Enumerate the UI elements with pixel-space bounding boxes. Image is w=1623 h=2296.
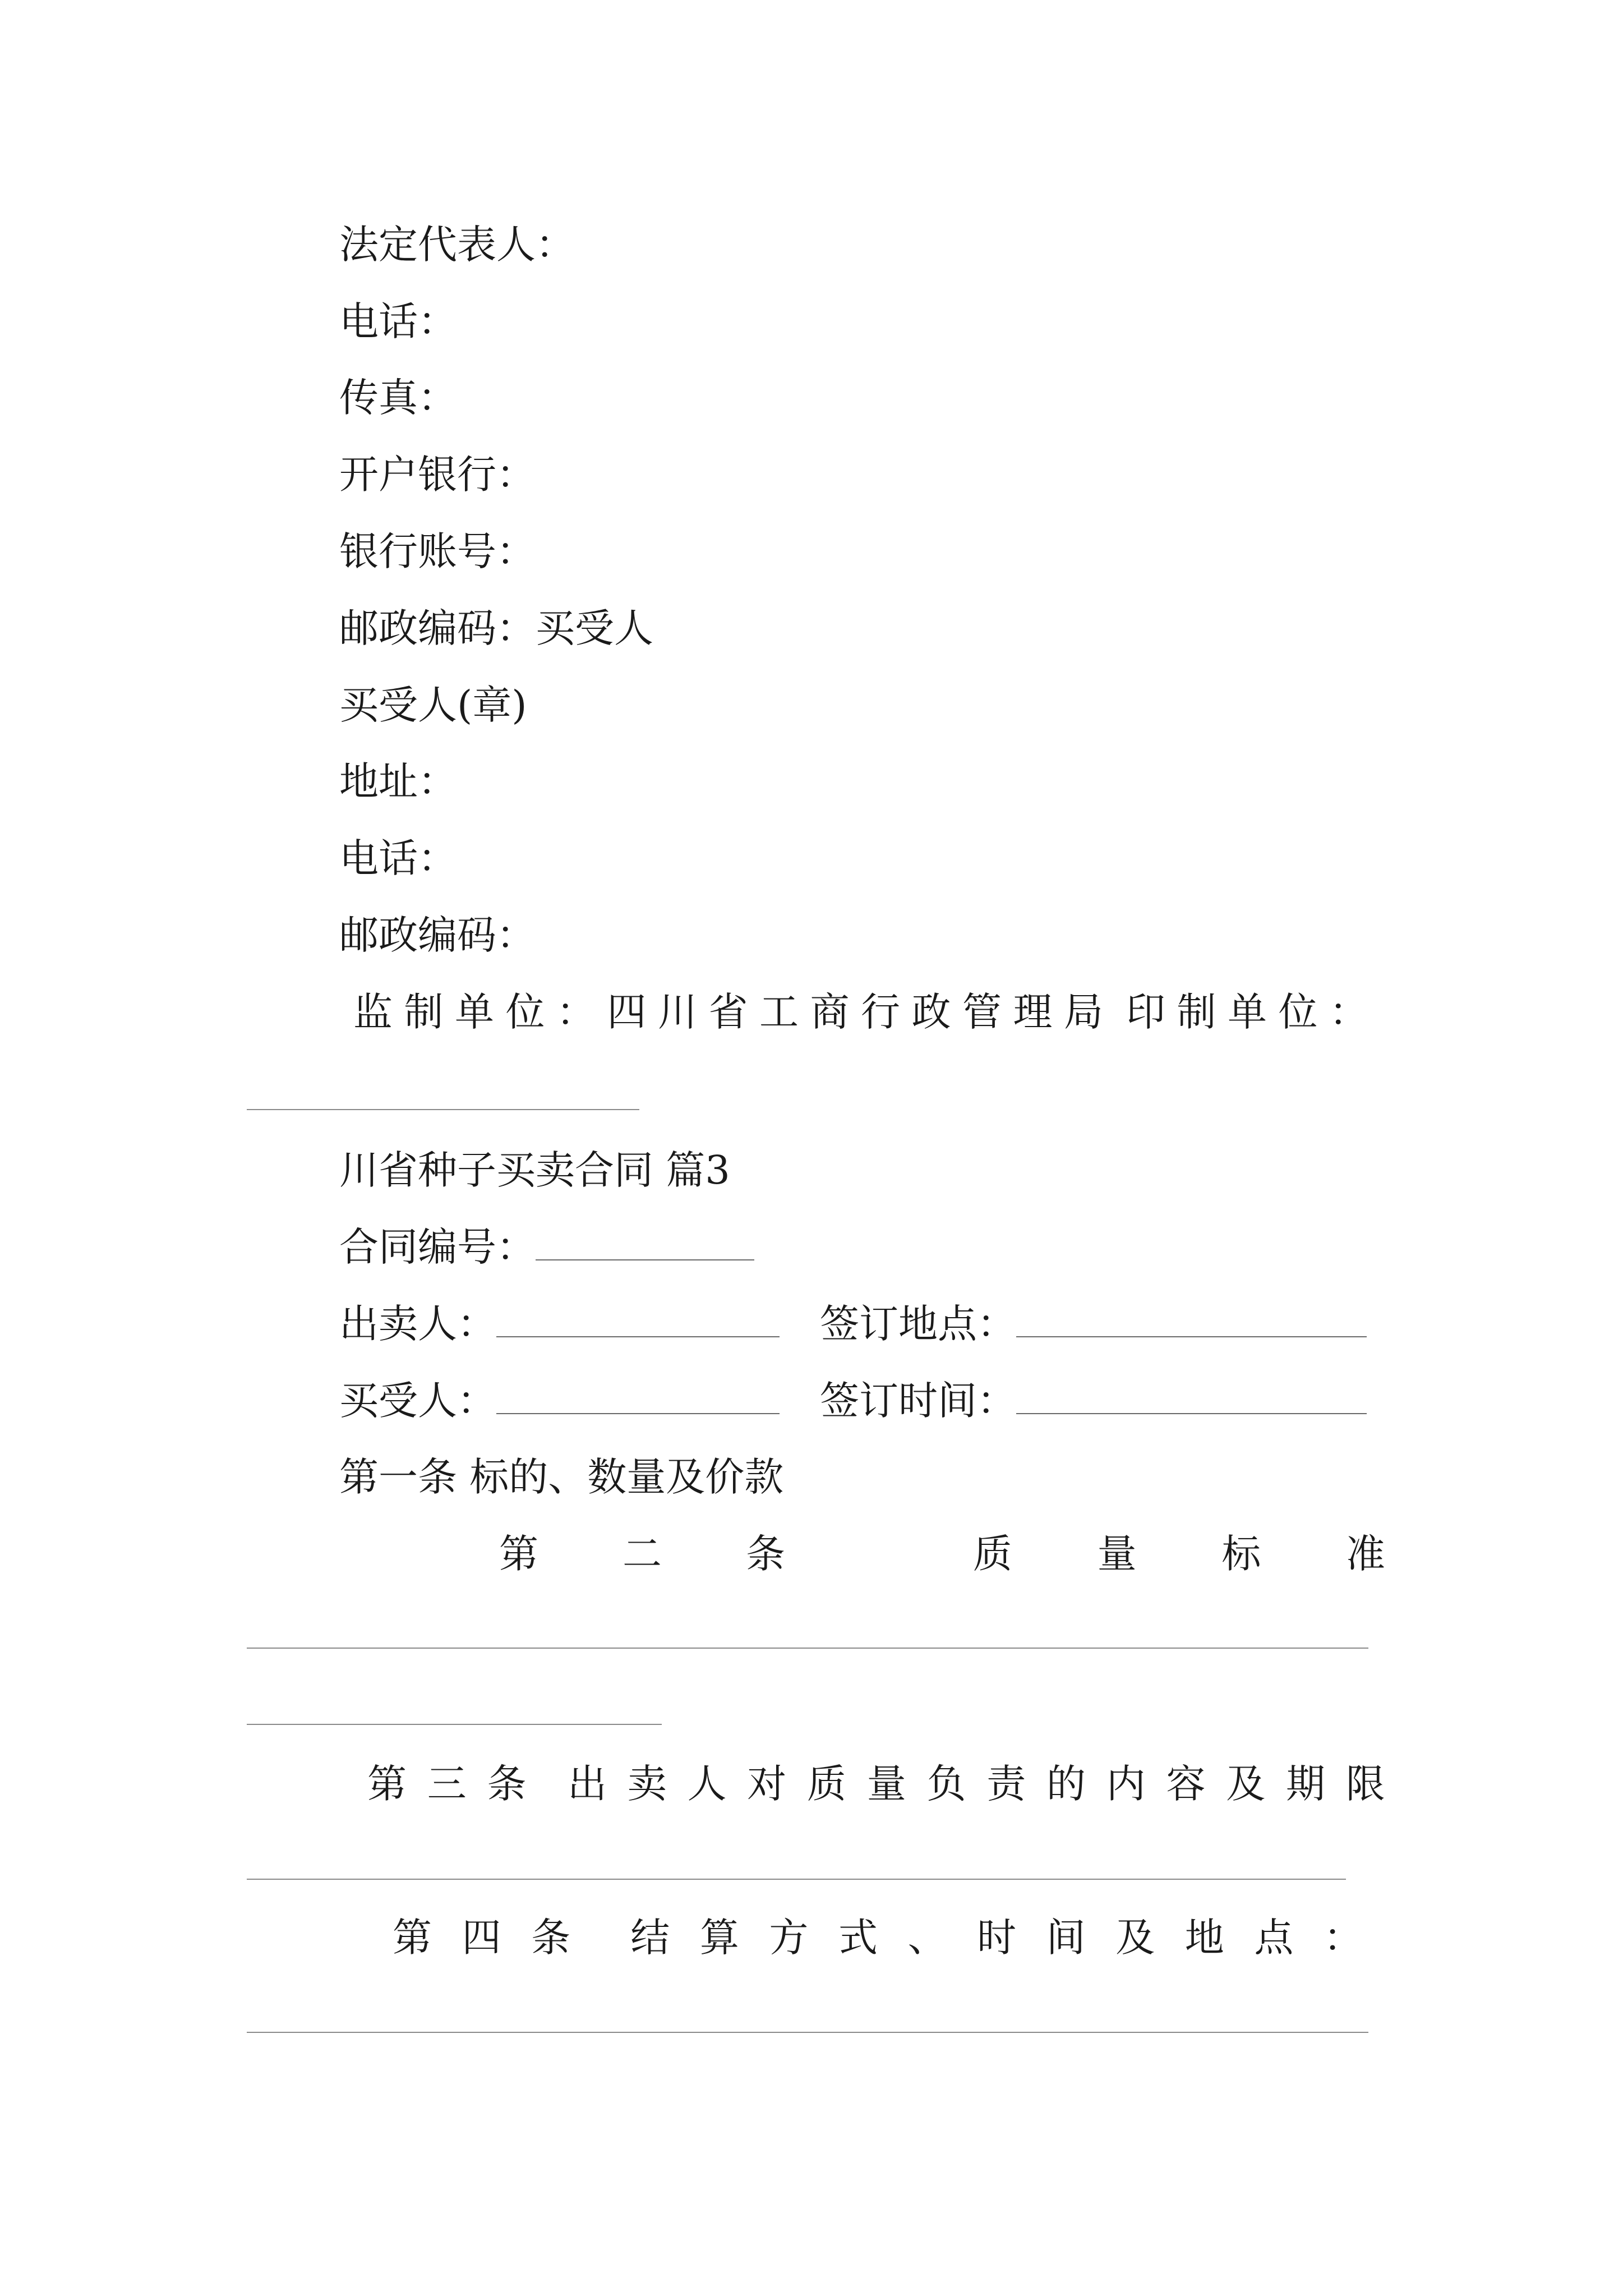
fill-line — [247, 1648, 1368, 1649]
article-3 — [367, 1758, 1385, 1810]
supervision-char: 川 — [658, 989, 697, 1035]
buyer-phone-field: 电话： — [339, 835, 457, 881]
sign-time-label: 签订时间： — [820, 1378, 1016, 1424]
article-char: 期 — [1286, 1761, 1325, 1807]
fill-line — [247, 2032, 1368, 2033]
supervision-char: 印 — [1126, 989, 1165, 1035]
article-char: 出 — [568, 1761, 607, 1807]
article-char: 条 — [531, 1915, 571, 1961]
supervision-char: 工 — [759, 989, 799, 1035]
fill-line — [247, 1724, 662, 1725]
contract-number-row — [339, 1221, 754, 1273]
seller-row — [339, 1298, 780, 1350]
supervision-char: 理 — [1013, 989, 1053, 1035]
article-char: 卖 — [627, 1761, 667, 1807]
fill-line — [247, 1879, 1346, 1880]
supervision-char: 制 — [404, 989, 444, 1035]
bank-field: 开户银行： — [339, 452, 536, 498]
buyer-row — [339, 1375, 780, 1427]
article-char: 条 — [487, 1761, 527, 1807]
supervision-char: 单 — [1228, 989, 1267, 1035]
buyer-postcode-field: 邮政编码： — [339, 912, 536, 958]
article-char: 质 — [973, 1531, 1012, 1577]
supervision-char: 位 — [1278, 989, 1318, 1035]
supervision-line — [353, 986, 1368, 1038]
article-char: 点 — [1254, 1915, 1294, 1961]
article-char: 条 — [746, 1531, 785, 1577]
article-char: 量 — [1097, 1531, 1137, 1577]
supervision-char: 管 — [962, 989, 1002, 1035]
article-char: 式 — [838, 1915, 878, 1961]
article-char: 四 — [462, 1915, 501, 1961]
supervision-char: 位 — [505, 989, 545, 1035]
contract-number-label: 合同编号： — [339, 1224, 536, 1270]
article-char: 第 — [499, 1531, 538, 1577]
article-char: 内 — [1106, 1761, 1146, 1807]
article-char: 地 — [1184, 1915, 1224, 1961]
phone-field: 电话： — [339, 298, 457, 344]
article-1: 第一条 标的、数量及价款 — [339, 1454, 784, 1500]
account-field: 银行账号： — [339, 528, 536, 574]
article-char: 方 — [769, 1915, 809, 1961]
article-char: 间 — [1046, 1915, 1086, 1961]
article-char: 标 — [1221, 1531, 1261, 1577]
article-char: 的 — [1046, 1761, 1086, 1807]
seller-label: 出卖人： — [339, 1301, 496, 1347]
article-char: ： — [1323, 1915, 1363, 1961]
article-char: 时 — [977, 1915, 1017, 1961]
fax-field: 传真： — [339, 375, 457, 421]
article-4 — [393, 1912, 1363, 1963]
address-field: 地址： — [339, 758, 457, 804]
article-char: 人 — [687, 1761, 727, 1807]
article-char: 准 — [1345, 1531, 1385, 1577]
seller-blank — [496, 1301, 780, 1337]
article-char: 结 — [630, 1915, 670, 1961]
supervision-char: 省 — [708, 989, 748, 1035]
article-char: 第 — [393, 1915, 432, 1961]
article-char: 对 — [747, 1761, 787, 1807]
sign-place-label: 签订地点： — [820, 1301, 1016, 1347]
article-char: 容 — [1166, 1761, 1206, 1807]
article-2-number — [499, 1528, 785, 1580]
supervision-char: 局 — [1064, 989, 1103, 1035]
supervision-char: 监 — [353, 989, 393, 1035]
article-char: 二 — [623, 1531, 662, 1577]
supervision-char: 商 — [810, 989, 850, 1035]
fill-line — [247, 1109, 639, 1110]
buyer-blank — [496, 1378, 780, 1414]
postcode-buyer-field: 邮政编码：买受人 — [339, 605, 653, 651]
article-char: 责 — [986, 1761, 1026, 1807]
buyer-seal-field: 买受人(章) — [339, 682, 527, 728]
legal-rep-field: 法定代表人： — [339, 222, 575, 268]
supervision-char: 单 — [455, 989, 494, 1035]
article-char: 三 — [427, 1761, 467, 1807]
sign-time-blank — [1016, 1378, 1367, 1414]
article-char: 及 — [1226, 1761, 1266, 1807]
contract-title: 川省种子买卖合同 篇3 — [339, 1147, 730, 1193]
buyer-label: 买受人： — [339, 1378, 496, 1424]
supervision-char: 政 — [911, 989, 951, 1035]
article-char: 质 — [807, 1761, 846, 1807]
article-char: 第 — [367, 1761, 407, 1807]
article-char: 、 — [907, 1915, 947, 1961]
article-char: 算 — [699, 1915, 739, 1961]
supervision-char: ： — [1329, 989, 1368, 1035]
article-char: 量 — [866, 1761, 906, 1807]
sign-place-blank — [1016, 1301, 1367, 1337]
supervision-char: ： — [556, 989, 596, 1035]
supervision-char: 行 — [861, 989, 900, 1035]
article-char: 负 — [926, 1761, 966, 1807]
sign-place-row — [820, 1298, 1367, 1350]
contract-number-blank — [536, 1225, 754, 1260]
article-char: 及 — [1115, 1915, 1155, 1961]
sign-time-row — [820, 1375, 1367, 1427]
article-char: 限 — [1345, 1761, 1385, 1807]
supervision-char: 制 — [1177, 989, 1216, 1035]
article-2-title — [973, 1528, 1385, 1580]
supervision-char: 四 — [607, 989, 647, 1035]
